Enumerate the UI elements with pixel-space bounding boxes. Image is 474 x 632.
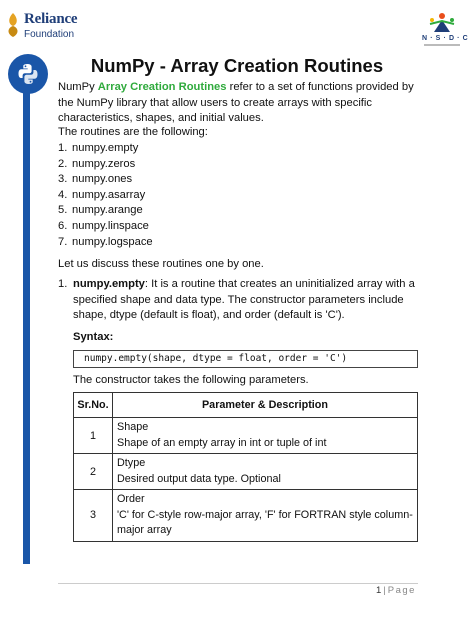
discuss-text: Let us discuss these routines one by one. <box>58 258 264 270</box>
reliance-emblem-icon <box>5 12 21 38</box>
routine-name: numpy.logspace <box>72 235 153 248</box>
reliance-brand-text: Reliance <box>24 11 78 27</box>
page-number <box>376 585 416 596</box>
table-header-row <box>74 393 418 418</box>
list-item <box>58 219 258 235</box>
nsdc-logo <box>420 10 468 50</box>
list-number: 6. <box>58 219 68 232</box>
param-name: Order <box>117 493 145 505</box>
section-routine-name: numpy.empty <box>73 278 145 290</box>
routine-name: numpy.empty <box>72 142 139 154</box>
list-number: 1. <box>58 142 68 154</box>
routine-list <box>58 141 258 250</box>
list-item <box>58 157 258 173</box>
parameters-table <box>73 392 418 542</box>
param-description: 'C' for C-style row-major array, 'F' for FORTRAN style column-major array <box>117 508 413 536</box>
list-item <box>58 235 258 251</box>
intro-text-before: NumPy <box>58 81 98 93</box>
list-item <box>58 141 258 157</box>
footer-divider <box>58 583 418 584</box>
cell-srno: 2 <box>74 454 113 490</box>
cell-parameter <box>113 454 418 490</box>
list-item <box>58 188 258 204</box>
column-header-parameter: Parameter & Description <box>113 393 418 418</box>
section-number: 1. <box>58 278 68 290</box>
nsdc-text: N · S · D · C <box>422 35 469 42</box>
routine-name: numpy.asarray <box>72 188 146 201</box>
nsdc-emblem-icon <box>420 10 464 36</box>
routine-name: numpy.linspace <box>72 219 149 232</box>
list-number: 4. <box>58 188 68 201</box>
routine-name: numpy.arange <box>72 204 143 217</box>
intro-paragraph <box>58 80 426 127</box>
routines-intro: The routines are the following: <box>58 126 208 138</box>
table-row <box>74 454 418 490</box>
list-item <box>58 172 258 188</box>
sidebar-accent-bar <box>23 92 30 564</box>
param-description: Desired output data type. Optional <box>117 472 281 485</box>
syntax-label: Syntax: <box>73 331 114 343</box>
param-name: Shape <box>117 421 149 433</box>
page-number-value: 1 <box>376 585 382 596</box>
cell-parameter <box>113 418 418 454</box>
list-number: 2. <box>58 157 68 170</box>
cell-srno: 1 <box>74 418 113 454</box>
column-header-srno: Sr.No. <box>74 393 113 418</box>
page-title: NumPy - Array Creation Routines <box>90 55 384 76</box>
intro-text-after: refer to a set of functions provided by the NumPy library that allow users to create arrays with specific characteristics, shapes, and initial values. <box>58 81 414 125</box>
nsdc-tagline-bar <box>424 44 460 46</box>
reliance-foundation-logo <box>5 10 95 42</box>
section-description: : It is a routine that creates an uninitialized array with a specified shape and data type. The constructor parameters include shape, dtype (default is float), and order (default is 'C'). <box>73 278 415 322</box>
list-number: 5. <box>58 204 68 217</box>
routine-name: numpy.ones <box>72 173 133 186</box>
code-block: numpy.empty(shape, dtype = float, order = 'C') <box>73 350 418 368</box>
routine-name: numpy.zeros <box>72 157 136 170</box>
cell-srno: 3 <box>74 490 113 542</box>
intro-highlight: Array Creation Routines <box>97 81 227 93</box>
list-number: 3. <box>58 173 68 186</box>
param-name: Dtype <box>117 457 146 469</box>
page-word: Page <box>387 585 416 596</box>
constructor-text: The constructor takes the following parameters. <box>73 374 309 386</box>
page-number-pipe: | <box>383 585 386 596</box>
table-row <box>74 490 418 542</box>
param-description: Shape of an empty array in int or tuple of int <box>117 436 327 449</box>
cell-parameter <box>113 490 418 542</box>
foundation-brand-text: Foundation <box>24 29 75 40</box>
table-row <box>74 418 418 454</box>
list-item <box>58 203 258 219</box>
section-body <box>73 277 418 324</box>
list-number: 7. <box>58 235 68 248</box>
